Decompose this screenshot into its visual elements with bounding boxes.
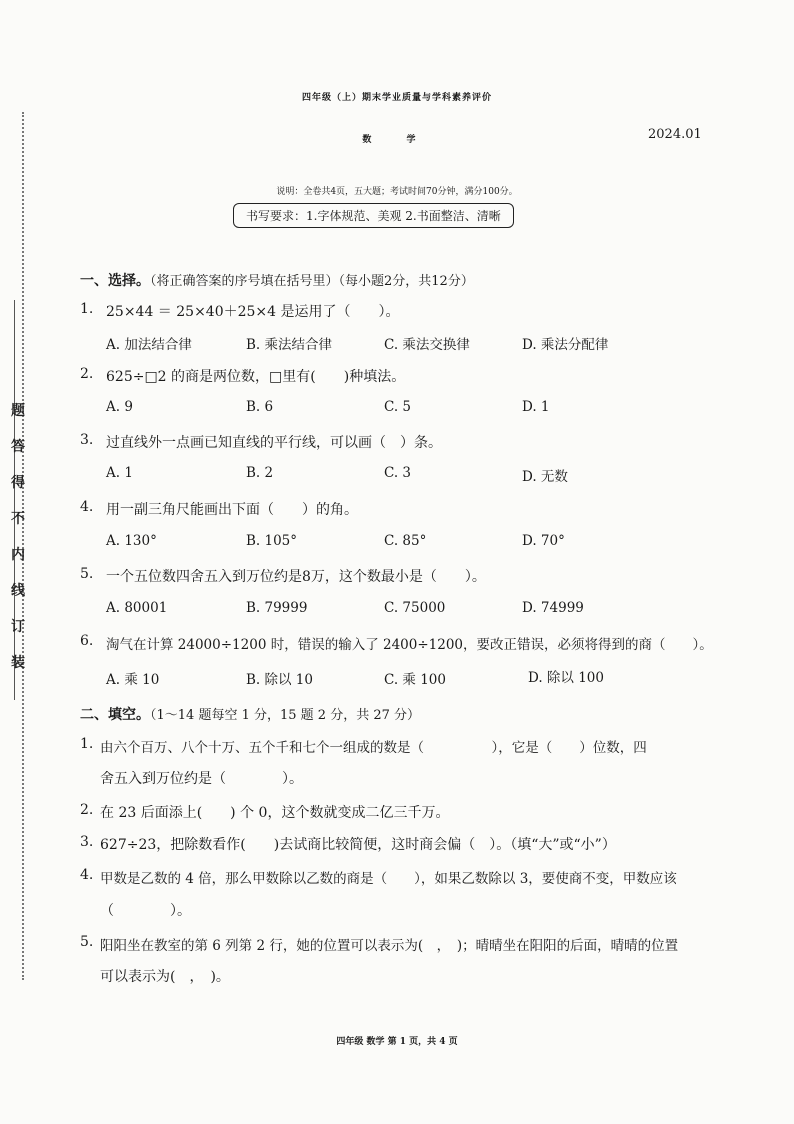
question-number: 5. xyxy=(80,934,94,950)
option-a: A. 1 xyxy=(106,465,133,481)
option-d: D. 乘法分配律 xyxy=(522,337,609,353)
question-number: 1. xyxy=(80,301,94,317)
section2-heading xyxy=(80,704,420,724)
section2-title: 二、填空。 xyxy=(80,707,150,723)
margin-char: 装 xyxy=(11,655,25,671)
option-c: C. 85° xyxy=(384,533,427,549)
option-a: A. 乘 10 xyxy=(106,672,160,688)
question-number: 1. xyxy=(80,736,94,752)
question-number: 2. xyxy=(80,802,94,818)
writing-requirements: 书写要求：1.字体规范、美观 2.书面整洁、清晰 xyxy=(233,203,514,228)
exam-notes: 说明：全卷共4页，五大题；考试时间70分钟，满分100分。 xyxy=(276,187,518,197)
option-c: C. 5 xyxy=(384,399,412,415)
margin-char: 线 xyxy=(11,583,25,599)
option-a: A. 130° xyxy=(106,533,157,549)
question-text: 淘气在计算 24000÷1200 时，错误的输入了 2400÷1200，要改正错误，必须将得到的商（ ）。 xyxy=(106,637,713,653)
page-footer: 四年级 数学 第 1 页，共 4 页 xyxy=(336,1037,458,1047)
margin-char: 内 xyxy=(11,547,25,563)
option-d: D. 74999 xyxy=(522,600,584,616)
question-number: 5. xyxy=(80,566,94,582)
question-number: 2. xyxy=(80,366,94,382)
question-text: 用一副三角尺能画出下面（ ）的角。 xyxy=(106,502,358,518)
option-a: A. 80001 xyxy=(106,600,168,616)
question-text: 甲数是乙数的 4 倍，那么甲数除以乙数的商是（ ），如果乙数除以 3，要使商不变，甲数应该 xyxy=(100,871,677,887)
question-number: 6. xyxy=(80,633,94,649)
margin-char: 订 xyxy=(11,619,25,635)
question-text-cont: （ ）。 xyxy=(100,903,191,919)
question-number: 3. xyxy=(80,432,94,448)
question-text-cont: 可以表示为( ， )。 xyxy=(100,969,230,985)
page-title: 四年级（上）期末学业质量与学科素养评价 xyxy=(301,93,492,103)
exam-date: 2024.01 xyxy=(648,127,702,142)
margin-char: 题 xyxy=(11,403,25,419)
option-b: B. 除以 10 xyxy=(246,672,313,688)
question-text: 一个五位数四舍五入到万位约是8万，这个数最小是（ ）。 xyxy=(106,569,486,585)
subject-title: 数 学 xyxy=(362,135,432,145)
option-d: D. 1 xyxy=(522,399,550,415)
binding-solid-line xyxy=(14,300,15,700)
option-a: A. 加法结合律 xyxy=(106,337,192,353)
option-b: B. 乘法结合律 xyxy=(246,337,333,353)
question-text: 在 23 后面添上( ) 个 0，这个数就变成二亿三千万。 xyxy=(100,805,450,821)
section2-instruction: （1～14 题每空 1 分，15 题 2 分，共 27 分） xyxy=(150,708,420,723)
option-b: B. 105° xyxy=(246,533,298,549)
option-c: C. 乘法交换律 xyxy=(384,337,470,353)
section1-heading xyxy=(80,270,474,290)
option-b: B. 2 xyxy=(246,465,274,481)
section1-title: 一、选择。 xyxy=(80,273,150,289)
option-c: C. 3 xyxy=(384,465,412,481)
section1-instruction: （将正确答案的序号填在括号里）（每小题2分，共12分） xyxy=(150,274,474,289)
margin-char: 得 xyxy=(11,475,25,491)
option-c: C. 75000 xyxy=(384,600,446,616)
option-a: A. 9 xyxy=(106,399,133,415)
option-c: C. 乘 100 xyxy=(384,672,446,688)
question-text: 阳阳坐在教室的第 6 列第 2 行，她的位置可以表示为( ， )；晴晴坐在阳阳的后面，晴晴的位置 xyxy=(100,938,679,954)
question-number: 3. xyxy=(80,834,94,850)
question-text: 625÷□2 的商是两位数，□里有( )种填法。 xyxy=(106,369,406,385)
question-number: 4. xyxy=(80,867,94,883)
margin-char: 答 xyxy=(11,439,25,455)
question-text-cont: 舍五入到万位约是（ ）。 xyxy=(100,771,303,787)
question-text: 过直线外一点画已知直线的平行线，可以画（ ）条。 xyxy=(106,435,442,451)
question-text: 25×44 ＝ 25×40＋25×4 是运用了（ ）。 xyxy=(106,304,400,320)
option-b: B. 6 xyxy=(246,399,274,415)
option-b: B. 79999 xyxy=(246,600,308,616)
option-d: D. 70° xyxy=(522,533,565,549)
option-d: D. 除以 100 xyxy=(528,670,604,686)
question-text: 由六个百万、八个十万、五个千和七个一组成的数是（ ），它是（ ）位数，四 xyxy=(100,740,647,756)
margin-char: 不 xyxy=(11,511,25,527)
option-d: D. 无数 xyxy=(522,469,568,485)
question-text: 627÷23，把除数看作( )去试商比较简便，这时商会偏（ ）。（填“大”或“小”） xyxy=(100,837,616,853)
question-number: 4. xyxy=(80,499,94,515)
